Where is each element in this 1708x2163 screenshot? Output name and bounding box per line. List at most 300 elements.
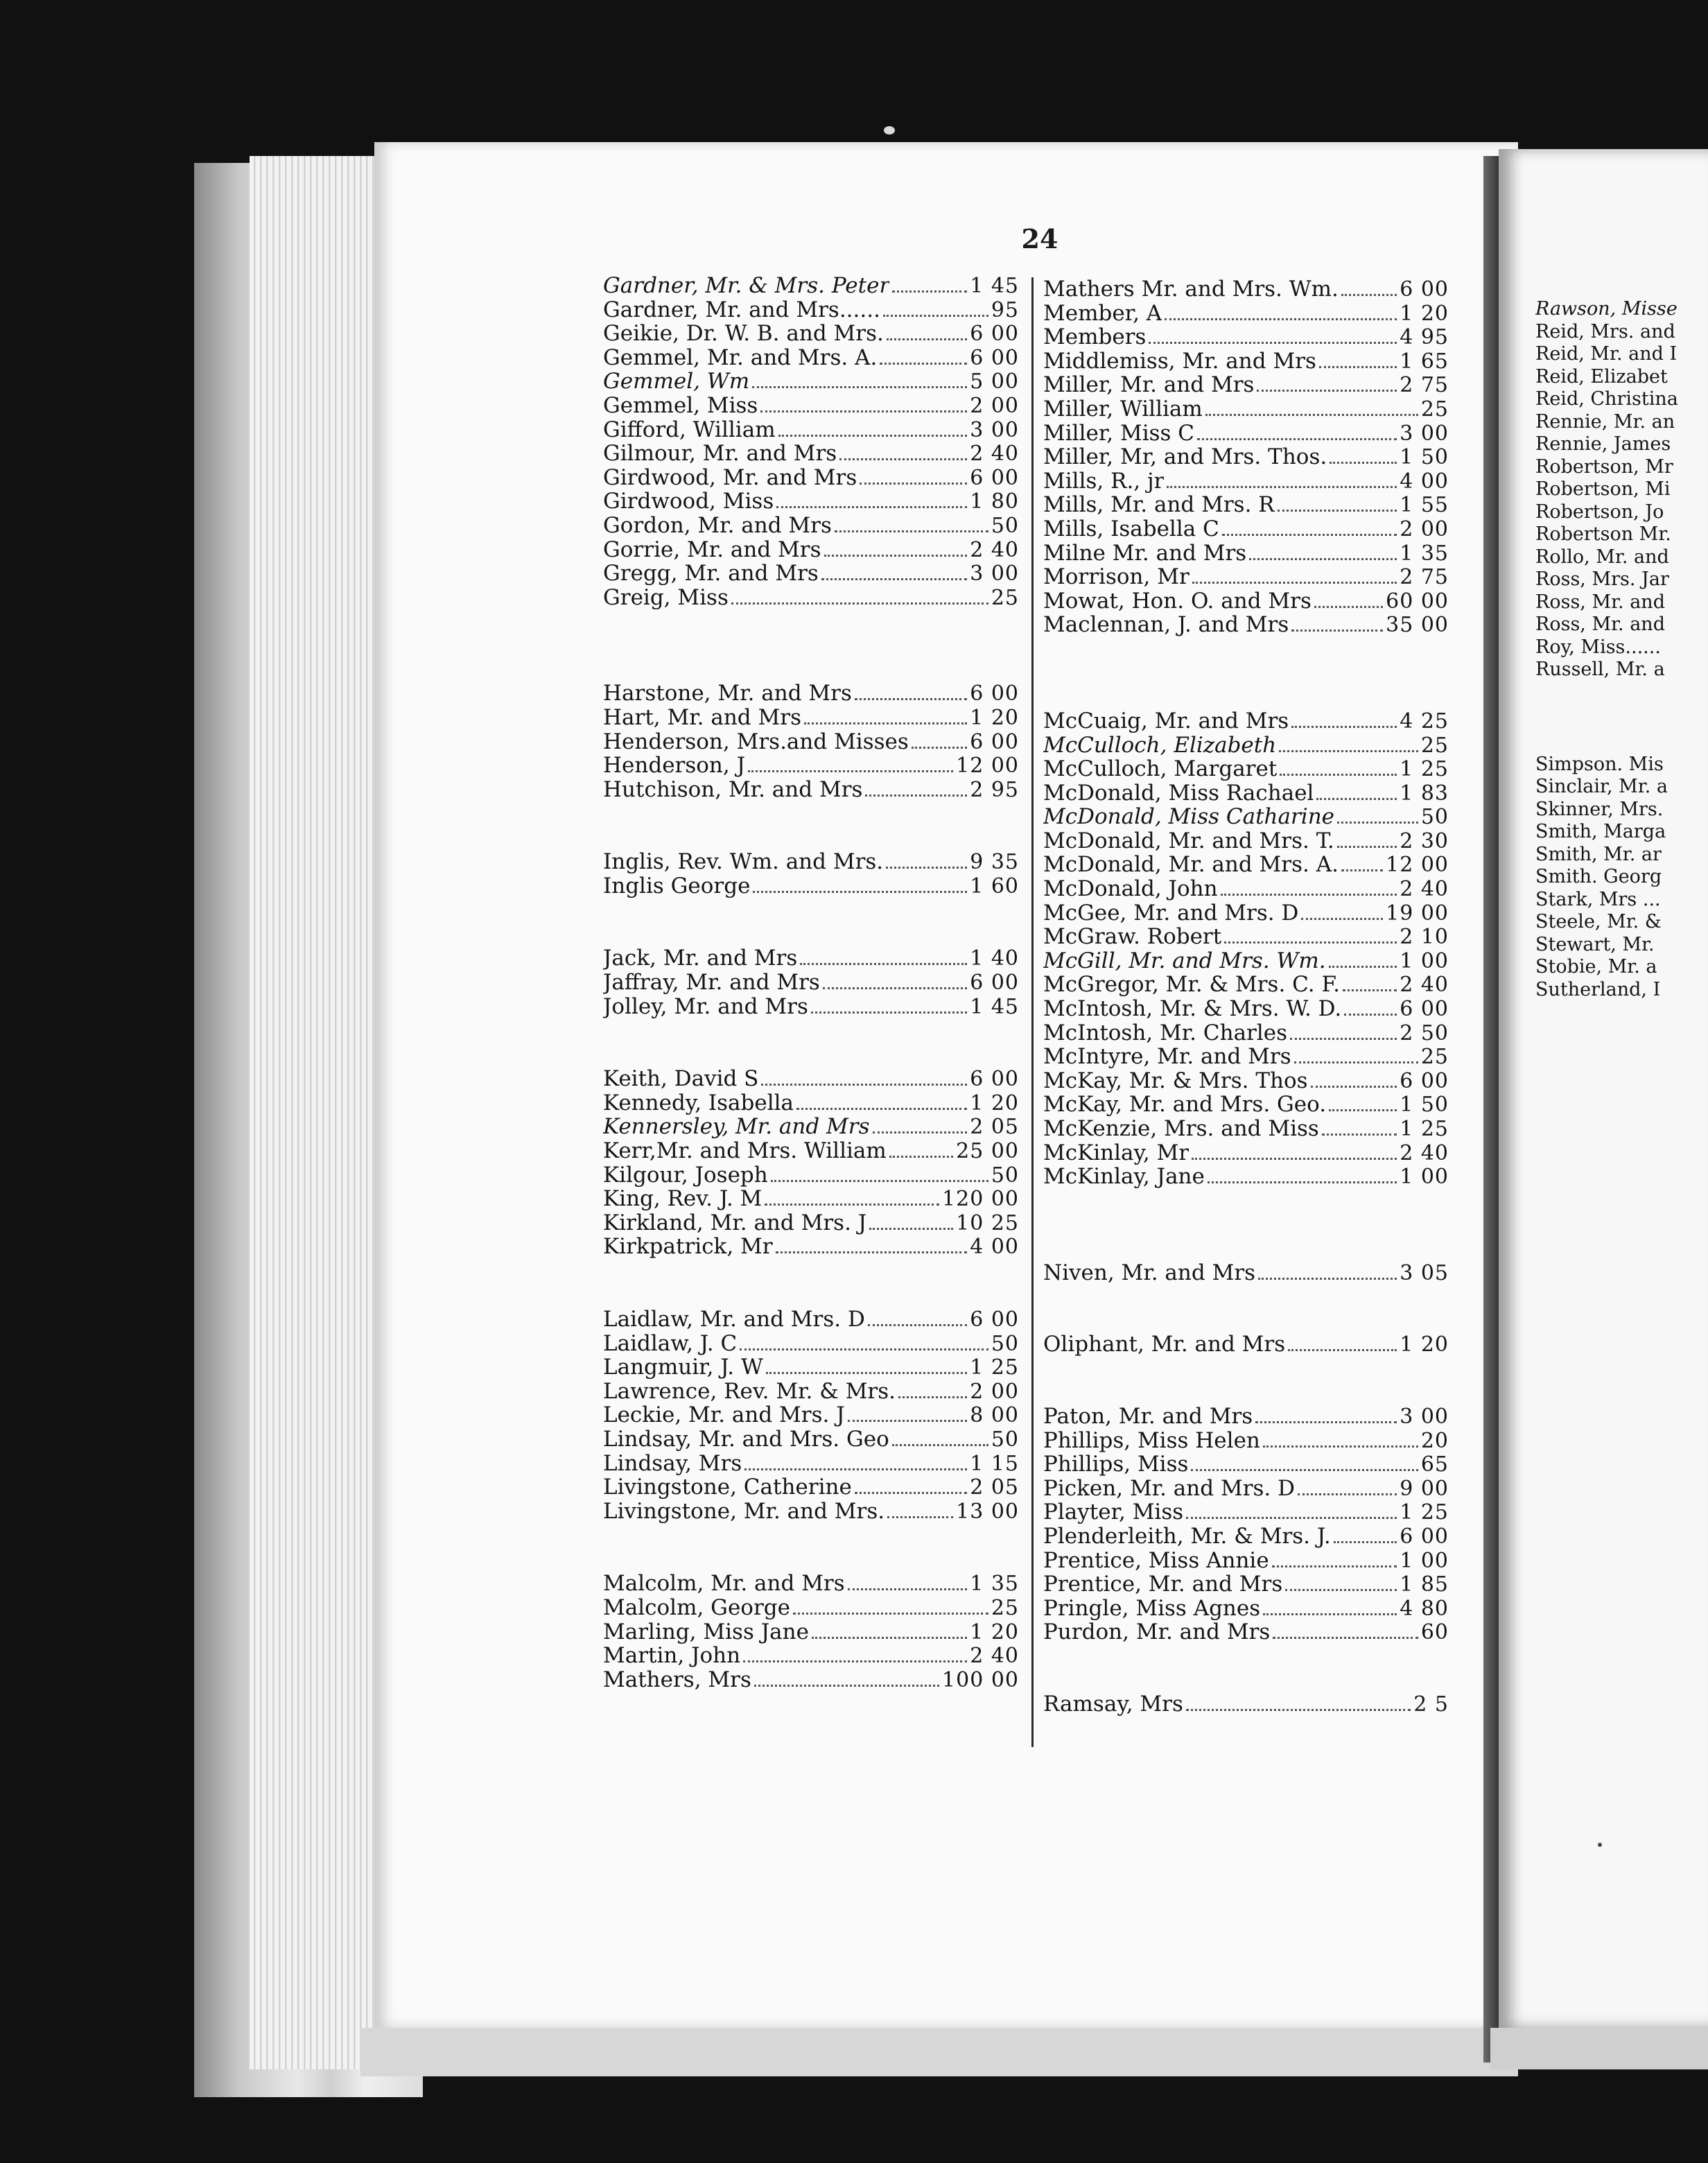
donor-entry — [603, 995, 1019, 1019]
donor-name: Kerr,Mr. and Mrs. William — [603, 1139, 887, 1163]
donation-amount: 1 20 — [1400, 1332, 1449, 1357]
donation-amount: 19 00 — [1386, 901, 1449, 926]
leader-dots — [1322, 1133, 1397, 1136]
donation-amount: 6 00 — [970, 345, 1019, 370]
leader-dots — [740, 1348, 988, 1350]
section-gap — [603, 1018, 1019, 1067]
donor-entry — [1535, 614, 1708, 636]
dust-speck — [884, 126, 895, 134]
donor-name: Gordon, Mr. and Mrs — [603, 513, 832, 538]
donor-name: Mathers Mr. and Mrs. Wm. — [1043, 277, 1339, 302]
donor-entry — [1535, 433, 1708, 456]
donor-entry — [603, 946, 1019, 971]
donor-name: Sinclair, Mr. a — [1535, 776, 1668, 797]
donor-name: Gifford, William — [603, 417, 776, 442]
leader-dots — [1192, 582, 1397, 584]
leader-dots — [811, 1011, 967, 1014]
donation-amount: 4 25 — [1400, 709, 1449, 733]
donation-amount: 1 20 — [970, 1091, 1019, 1115]
donor-entry — [1535, 979, 1708, 1002]
donor-entry — [1043, 853, 1449, 877]
donor-name: Stark, Mrs ... — [1535, 888, 1661, 910]
donor-entry — [1535, 821, 1708, 844]
leader-dots — [892, 290, 967, 293]
donor-entry — [1043, 1069, 1449, 1093]
leader-dots — [912, 747, 967, 749]
donor-name: Sutherland, I — [1535, 978, 1661, 1000]
leader-dots — [880, 363, 967, 365]
donation-amount: 3 00 — [970, 417, 1019, 442]
donation-amount: 12 00 — [956, 754, 1019, 779]
donor-name: McKay, Mr. and Mrs. Geo. — [1043, 1093, 1327, 1117]
section-gap — [603, 898, 1019, 946]
donor-name: Ross, Mr. and — [1535, 614, 1665, 635]
donor-entry — [1043, 1117, 1449, 1141]
donation-amount: 1 00 — [1400, 1165, 1449, 1190]
donation-amount: 12 00 — [1386, 853, 1449, 878]
leader-dots — [776, 506, 967, 508]
leader-dots — [1205, 414, 1418, 416]
donor-entry — [603, 274, 1019, 298]
donor-entry — [1535, 546, 1708, 569]
leader-dots — [1221, 894, 1397, 896]
donor-entry — [603, 1163, 1019, 1188]
section-gap — [603, 609, 1019, 681]
leader-dots — [1257, 390, 1397, 392]
donation-amount: 25 — [1420, 397, 1449, 422]
donor-entry — [1043, 1405, 1449, 1429]
donor-name: Miller, William — [1043, 397, 1203, 422]
donor-entry — [603, 586, 1019, 610]
right-page-bottom-edge — [1490, 2028, 1708, 2069]
donor-name: Steele, Mr. & — [1535, 911, 1662, 932]
donor-entry — [1043, 733, 1449, 758]
donor-entry — [1043, 565, 1449, 589]
donor-entry — [1043, 781, 1449, 806]
donation-amount: 65 — [1420, 1452, 1449, 1477]
donor-entry — [603, 1452, 1019, 1476]
donor-name: Stobie, Mr. a — [1535, 956, 1657, 978]
donation-amount: 1 83 — [1400, 781, 1449, 806]
donor-entry — [1043, 397, 1449, 422]
leader-dots — [1167, 486, 1397, 488]
donation-amount: 9 35 — [970, 850, 1019, 875]
donor-entry — [603, 1668, 1019, 1692]
donor-entry — [1043, 445, 1449, 469]
donor-name: Rollo, Mr. and — [1535, 546, 1669, 568]
donation-amount: 50 — [991, 1163, 1019, 1188]
donor-name: Stewart, Mr. — [1535, 933, 1655, 955]
donor-name: McKay, Mr. & Mrs. Thos — [1043, 1068, 1308, 1093]
donor-name: Henderson, J — [603, 754, 746, 778]
donation-amount: 2 40 — [970, 537, 1019, 562]
leader-dots — [1329, 1109, 1397, 1111]
leader-dots — [1330, 462, 1397, 464]
right-column-partial — [1535, 298, 1708, 1001]
leader-dots — [753, 891, 967, 893]
donor-entry — [1043, 757, 1449, 781]
donor-entry — [603, 346, 1019, 370]
donor-entry — [603, 1187, 1019, 1211]
donation-amount: 2 95 — [970, 777, 1019, 802]
donation-amount: 3 00 — [970, 562, 1019, 587]
page-number: 24 — [1021, 223, 1058, 254]
leader-dots — [765, 1204, 939, 1206]
donor-name: Phillips, Miss — [1043, 1452, 1189, 1477]
donation-amount: 2 40 — [1400, 877, 1449, 902]
donor-entry — [1535, 501, 1708, 524]
donor-entry — [1043, 1597, 1449, 1621]
donor-entry — [603, 1067, 1019, 1091]
donor-entry — [1535, 478, 1708, 501]
donor-name: Picken, Mr. and Mrs. D — [1043, 1476, 1295, 1501]
donor-entry — [603, 322, 1019, 346]
donor-entry — [603, 1139, 1019, 1163]
leader-dots — [1263, 1613, 1397, 1615]
leader-dots — [1337, 846, 1397, 848]
leader-dots — [771, 1180, 988, 1182]
donor-name: Jaffray, Mr. and Mrs — [603, 971, 820, 995]
donor-entry — [603, 1403, 1019, 1427]
donor-entry — [1043, 1021, 1449, 1045]
donation-amount: 60 — [1420, 1620, 1449, 1645]
leader-dots — [823, 987, 967, 989]
leader-dots — [748, 770, 953, 772]
donation-amount: 4 00 — [970, 1235, 1019, 1260]
donor-entry — [603, 442, 1019, 466]
section-gap — [603, 1259, 1019, 1308]
donor-entry — [603, 1500, 1019, 1524]
donor-entry — [1043, 422, 1449, 446]
donor-entry — [603, 466, 1019, 490]
donor-entry — [1043, 469, 1449, 494]
donation-amount: 1 25 — [1400, 1500, 1449, 1525]
section-gap — [603, 1523, 1019, 1572]
leader-dots — [793, 1613, 988, 1615]
donor-entry — [1535, 411, 1708, 434]
donor-entry — [603, 1596, 1019, 1620]
donor-entry — [603, 850, 1019, 874]
donation-amount: 50 — [1420, 805, 1449, 830]
donor-entry — [1535, 366, 1708, 389]
donor-entry — [603, 754, 1019, 778]
donor-entry — [1043, 349, 1449, 374]
donation-amount: 50 — [991, 1427, 1019, 1452]
donor-name: Lindsay, Mrs — [603, 1451, 742, 1476]
donation-amount: 6 00 — [1400, 1068, 1449, 1093]
donation-amount: 4 80 — [1400, 1596, 1449, 1621]
donor-entry — [603, 1235, 1019, 1259]
donor-name: Kirkpatrick, Mr — [603, 1235, 773, 1259]
leader-dots — [761, 1084, 967, 1086]
donor-name: Rennie, James — [1535, 433, 1671, 455]
donor-name: Henderson, Mrs.and Misses — [603, 729, 909, 754]
donor-entry — [1043, 1692, 1449, 1717]
donation-amount: 6 00 — [970, 681, 1019, 706]
donor-name: McDonald, Miss Catharine — [1043, 805, 1335, 829]
donor-name: McGraw. Robert — [1043, 925, 1222, 949]
left-column — [603, 274, 1019, 1692]
leader-dots — [754, 1685, 939, 1687]
leader-dots — [1314, 606, 1383, 608]
donor-name: Gemmel, Mr. and Mrs. A. — [603, 345, 878, 370]
donor-entry — [1043, 805, 1449, 829]
donor-entry — [1043, 1332, 1449, 1357]
leader-dots — [1208, 1181, 1397, 1183]
donor-name: Lawrence, Rev. Mr. & Mrs. — [603, 1379, 896, 1404]
donation-amount: 1 20 — [970, 1619, 1019, 1644]
leader-dots — [743, 1660, 967, 1662]
donor-entry — [1043, 1165, 1449, 1189]
donor-name: Smith, Marga — [1535, 821, 1666, 842]
donation-amount: 1 20 — [1400, 301, 1449, 326]
donor-name: Gemmel, Wm — [603, 370, 750, 394]
leader-dots — [1316, 798, 1397, 800]
donor-name: Ramsay, Mrs — [1043, 1692, 1183, 1717]
donor-name: McIntyre, Mr. and Mrs — [1043, 1045, 1291, 1069]
donor-name: Laidlaw, J. C — [603, 1331, 738, 1356]
donor-name: Kilgour, Joseph — [603, 1163, 768, 1188]
leader-dots — [848, 1420, 968, 1422]
donation-amount: 3 00 — [1400, 1404, 1449, 1429]
donor-entry — [603, 1115, 1019, 1139]
leader-dots — [800, 963, 967, 965]
donor-name: Reid, Mrs. and — [1535, 320, 1675, 342]
donor-name: McGee, Mr. and Mrs. D — [1043, 901, 1299, 926]
donor-name: Malcolm, Mr. and Mrs — [603, 1572, 845, 1596]
section-gap — [1043, 1644, 1449, 1692]
leader-dots — [804, 722, 967, 724]
donor-name: Gemmel, Miss — [603, 393, 758, 418]
leader-dots — [1298, 1493, 1397, 1495]
donor-entry — [603, 778, 1019, 802]
donor-entry — [1043, 1524, 1449, 1549]
donor-name: Mills, Isabella C — [1043, 516, 1219, 541]
donor-name: Middlemiss, Mr. and Mrs — [1043, 349, 1316, 374]
donor-name: Robertson, Jo — [1535, 501, 1664, 523]
section-gap — [603, 801, 1019, 850]
donor-name: Plenderleith, Mr. & Mrs. J. — [1043, 1524, 1331, 1549]
leader-dots — [1255, 1421, 1397, 1423]
donation-amount: 6 00 — [1400, 277, 1449, 302]
donor-entry — [1043, 829, 1449, 853]
donor-name: Robertson, Mi — [1535, 478, 1671, 500]
donor-entry — [603, 1644, 1019, 1668]
donor-name: Inglis, Rev. Wm. and Mrs. — [603, 850, 884, 874]
donation-amount: 2 75 — [1400, 373, 1449, 398]
donor-entry — [603, 418, 1019, 442]
donation-amount: 6 00 — [970, 1067, 1019, 1092]
section-gap — [1043, 637, 1449, 709]
leader-dots — [873, 1131, 968, 1133]
donor-name: Gardner, Mr. & Mrs. Peter — [603, 274, 890, 298]
donor-entry — [603, 1427, 1019, 1452]
donor-name: Purdon, Mr. and Mrs — [1043, 1620, 1271, 1644]
donor-name: Reid, Mr. and I — [1535, 343, 1678, 365]
donor-name: Prentice, Mr. and Mrs — [1043, 1572, 1283, 1597]
donor-entry — [1535, 388, 1708, 411]
donor-entry — [1535, 889, 1708, 912]
donor-name: Mowat, Hon. O. and Mrs — [1043, 589, 1312, 614]
donor-name: Robertson, Mr — [1535, 455, 1673, 478]
donor-name: Mills, Mr. and Mrs. R — [1043, 493, 1275, 517]
leader-dots — [1343, 989, 1397, 991]
donor-name: Langmuir, J. W — [603, 1355, 763, 1380]
donation-amount: 50 — [991, 513, 1019, 538]
donor-name: Lindsay, Mr. and Mrs. Geo — [603, 1427, 889, 1452]
donor-name: Reid, Elizabet — [1535, 365, 1668, 388]
donor-entry — [1535, 934, 1708, 957]
donor-entry — [603, 971, 1019, 995]
donor-name: Members — [1043, 325, 1147, 349]
leader-dots — [766, 1372, 967, 1374]
donation-amount: 6 00 — [970, 729, 1019, 754]
donor-name: Livingstone, Catherine — [603, 1475, 852, 1500]
leader-dots — [824, 555, 968, 557]
donor-name: Oliphant, Mr. and Mrs — [1043, 1332, 1286, 1357]
donor-name: Hutchison, Mr. and Mrs — [603, 777, 863, 802]
donor-entry — [1043, 997, 1449, 1021]
donor-name: Gorrie, Mr. and Mrs — [603, 537, 821, 562]
donation-amount: 1 00 — [1400, 1548, 1449, 1573]
donor-entry — [603, 706, 1019, 730]
donor-entry — [1535, 298, 1708, 321]
donor-entry — [1043, 589, 1449, 614]
donor-name: Harstone, Mr. and Mrs — [603, 681, 852, 706]
donation-amount: 8 00 — [970, 1403, 1019, 1428]
donor-name: Gregg, Mr. and Mrs — [603, 562, 819, 586]
donation-amount: 120 00 — [942, 1187, 1019, 1212]
donor-entry — [1535, 754, 1708, 776]
donor-name: Kennersley, Mr. and Mrs — [603, 1115, 870, 1140]
donor-entry — [1043, 709, 1449, 733]
donation-amount: 2 40 — [1400, 1140, 1449, 1165]
donation-amount: 60 00 — [1386, 589, 1449, 614]
donor-name: McDonald, Mr. and Mrs. T. — [1043, 828, 1334, 853]
donor-entry — [1535, 844, 1708, 867]
donation-amount: 2 05 — [970, 1115, 1019, 1140]
leader-dots — [1319, 366, 1397, 368]
donor-name: McKinlay, Jane — [1043, 1165, 1205, 1189]
donor-entry — [1535, 799, 1708, 822]
donor-entry — [1043, 1477, 1449, 1501]
leader-dots — [821, 578, 967, 580]
donor-name: Robertson Mr. — [1535, 523, 1671, 545]
donor-name: Malcolm, George — [603, 1595, 790, 1620]
donor-name: Miller, Mr, and Mrs. Thos. — [1043, 445, 1327, 469]
donor-name: King, Rev. J. M — [603, 1187, 762, 1211]
donor-entry — [1043, 1452, 1449, 1477]
donor-entry — [603, 1475, 1019, 1500]
donor-entry — [603, 1308, 1019, 1332]
leader-dots — [752, 386, 967, 388]
donor-name: Martin, John — [603, 1644, 741, 1668]
donor-name: Laidlaw, Mr. and Mrs. D — [603, 1308, 865, 1332]
leader-dots — [883, 315, 988, 317]
donor-entry — [603, 1211, 1019, 1235]
donor-entry — [1043, 613, 1449, 637]
donation-amount: 9 00 — [1400, 1476, 1449, 1501]
donation-amount: 1 45 — [970, 994, 1019, 1019]
donor-name: McGill, Mr. and Mrs. Wm. — [1043, 948, 1326, 973]
leader-dots — [1301, 918, 1383, 920]
leader-dots — [835, 530, 988, 532]
donor-name: McDonald, Mr. and Mrs. A. — [1043, 853, 1339, 878]
donor-entry — [1535, 636, 1708, 659]
donation-amount: 6 00 — [970, 465, 1019, 490]
donor-name: Smith. Georg — [1535, 866, 1662, 887]
leader-dots — [778, 435, 968, 437]
donor-entry — [1535, 568, 1708, 591]
leader-dots — [860, 483, 967, 485]
leader-dots — [855, 1492, 967, 1494]
donation-amount: 1 25 — [1400, 1117, 1449, 1141]
donation-amount: 1 55 — [1400, 493, 1449, 518]
leader-dots — [892, 1444, 988, 1446]
donation-amount: 1 85 — [1400, 1572, 1449, 1597]
leader-dots — [1279, 750, 1418, 752]
donation-amount: 35 00 — [1386, 613, 1449, 638]
leader-dots — [886, 867, 967, 869]
donation-amount: 1 00 — [1400, 948, 1449, 973]
donation-amount: 3 05 — [1400, 1260, 1449, 1285]
donor-entry — [1043, 517, 1449, 541]
leader-dots — [1186, 1517, 1397, 1519]
leader-dots — [1311, 1086, 1397, 1088]
donation-amount: 25 — [991, 585, 1019, 610]
section-gap — [1043, 1285, 1449, 1332]
donation-amount: 25 — [1420, 733, 1449, 758]
donor-entry — [1043, 925, 1449, 949]
leader-dots — [1165, 318, 1397, 320]
leader-dots — [865, 794, 967, 797]
donation-amount: 4 00 — [1400, 469, 1449, 494]
donation-amount: 6 00 — [970, 1308, 1019, 1332]
donor-name: Pringle, Miss Agnes — [1043, 1596, 1261, 1621]
donor-name: Hart, Mr. and Mrs — [603, 705, 801, 730]
donor-name: Ross, Mrs. Jar — [1535, 568, 1669, 590]
donor-entry — [1535, 956, 1708, 979]
donor-name: Prentice, Miss Annie — [1043, 1548, 1269, 1573]
middle-column — [1043, 277, 1449, 1717]
donation-amount: 25 — [1420, 1045, 1449, 1070]
donor-name: McKinlay, Mr — [1043, 1140, 1190, 1165]
donor-entry — [1043, 901, 1449, 926]
donor-entry — [1043, 277, 1449, 302]
donor-name: Rennie, Mr. an — [1535, 410, 1675, 433]
donor-name: Morrison, Mr — [1043, 565, 1190, 589]
donation-amount: 1 25 — [1400, 757, 1449, 782]
donation-amount: 10 25 — [956, 1210, 1019, 1235]
donor-name: McKenzie, Mrs. and Miss — [1043, 1117, 1319, 1141]
donor-entry — [603, 730, 1019, 754]
donor-name: McCulloch, Elizabeth — [1043, 733, 1277, 758]
donor-entry — [1535, 776, 1708, 799]
donation-amount: 6 00 — [1400, 997, 1449, 1022]
donation-amount: 1 60 — [970, 874, 1019, 898]
donor-entry — [1535, 591, 1708, 614]
donation-amount: 2 30 — [1400, 828, 1449, 853]
donor-entry — [1043, 541, 1449, 566]
section-gap — [1535, 681, 1708, 754]
donor-name: Milne Mr. and Mrs — [1043, 541, 1247, 566]
donor-name: Roy, Miss...... — [1535, 636, 1661, 658]
leader-dots — [1337, 822, 1418, 824]
leader-dots — [1291, 629, 1383, 632]
leader-dots — [898, 1396, 967, 1398]
donor-entry — [603, 538, 1019, 562]
donor-name: McIntosh, Mr. Charles — [1043, 1020, 1288, 1045]
